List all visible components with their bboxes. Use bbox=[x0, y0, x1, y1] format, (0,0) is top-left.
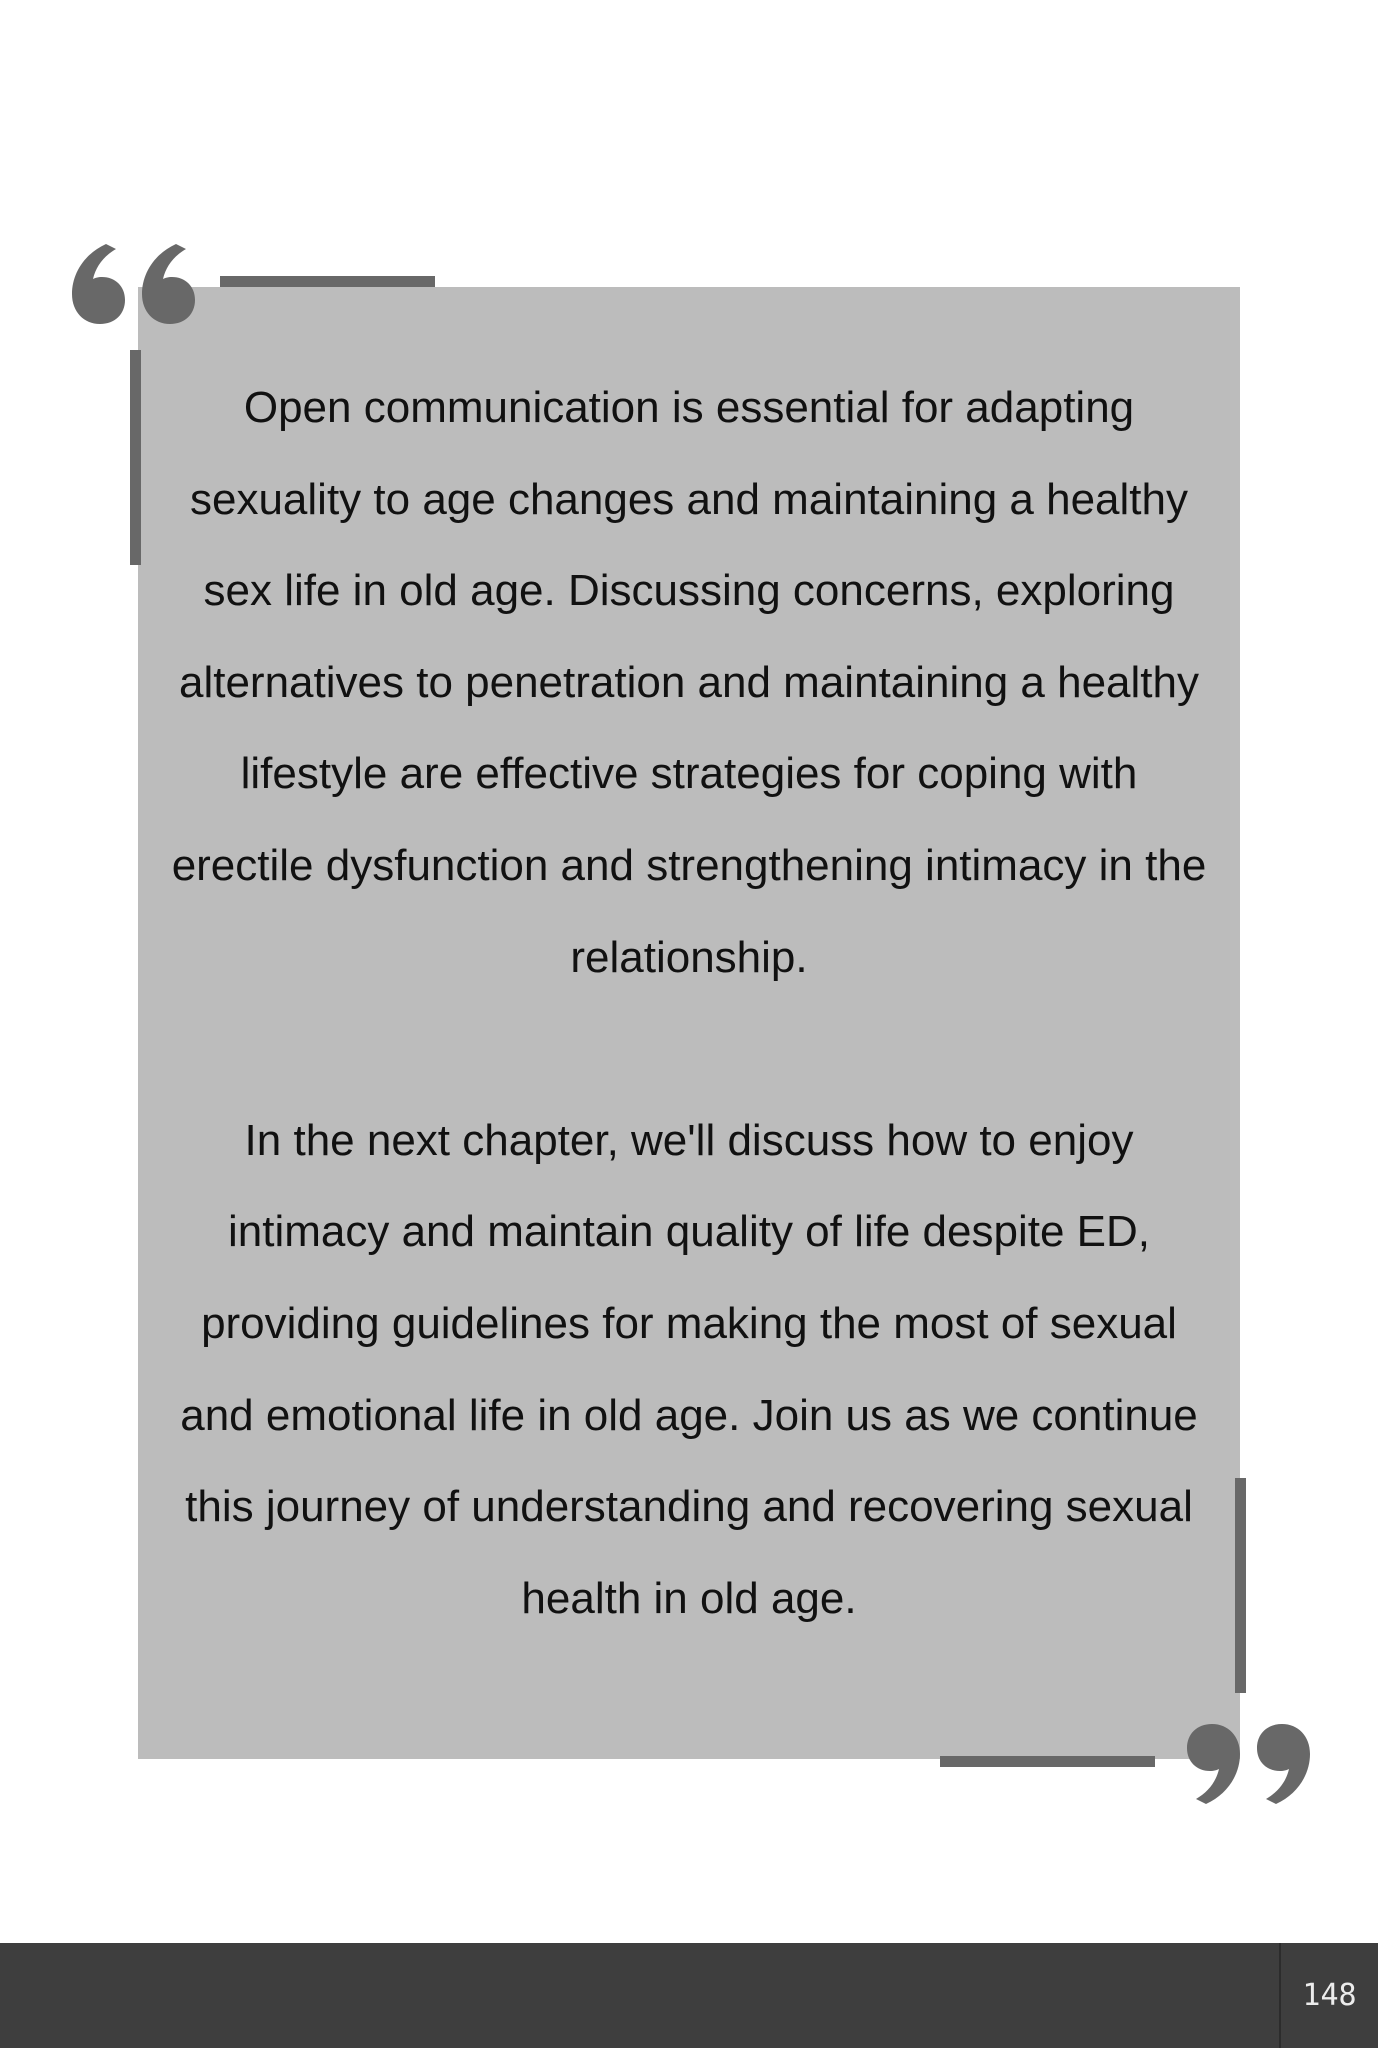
page-number: 148 bbox=[1302, 1978, 1357, 2013]
quote-bottom-bar bbox=[940, 1756, 1155, 1767]
quote-right-bar bbox=[1235, 1478, 1246, 1693]
open-quote-icon bbox=[66, 232, 206, 332]
page-footer bbox=[0, 1943, 1378, 2048]
quote-top-bar bbox=[220, 276, 435, 287]
close-quote-icon bbox=[1176, 1716, 1316, 1816]
quote-paragraph-2: In the next chapter, we'll discuss how to enjoy intimacy and maintain quality of life despite ED, providing guidelines for making the most of sexual and emotional life in old age. Join us as we continue this journey of understanding and recovering sexual health in old age. bbox=[180, 1115, 1198, 1623]
quote-paragraph-1: Open communication is essential for adapting sexuality to age changes and maintaining a healthy sex life in old age. Discussing concerns, exploring alternatives to penetration and maintaining a healthy lifestyle are effective strategies for coping with erectile dysfunction and strengthening intimacy in the relationship. bbox=[171, 383, 1207, 982]
page-number-box bbox=[1279, 1943, 1378, 2048]
quote-left-bar bbox=[130, 350, 141, 565]
quote-text bbox=[170, 362, 1208, 1644]
